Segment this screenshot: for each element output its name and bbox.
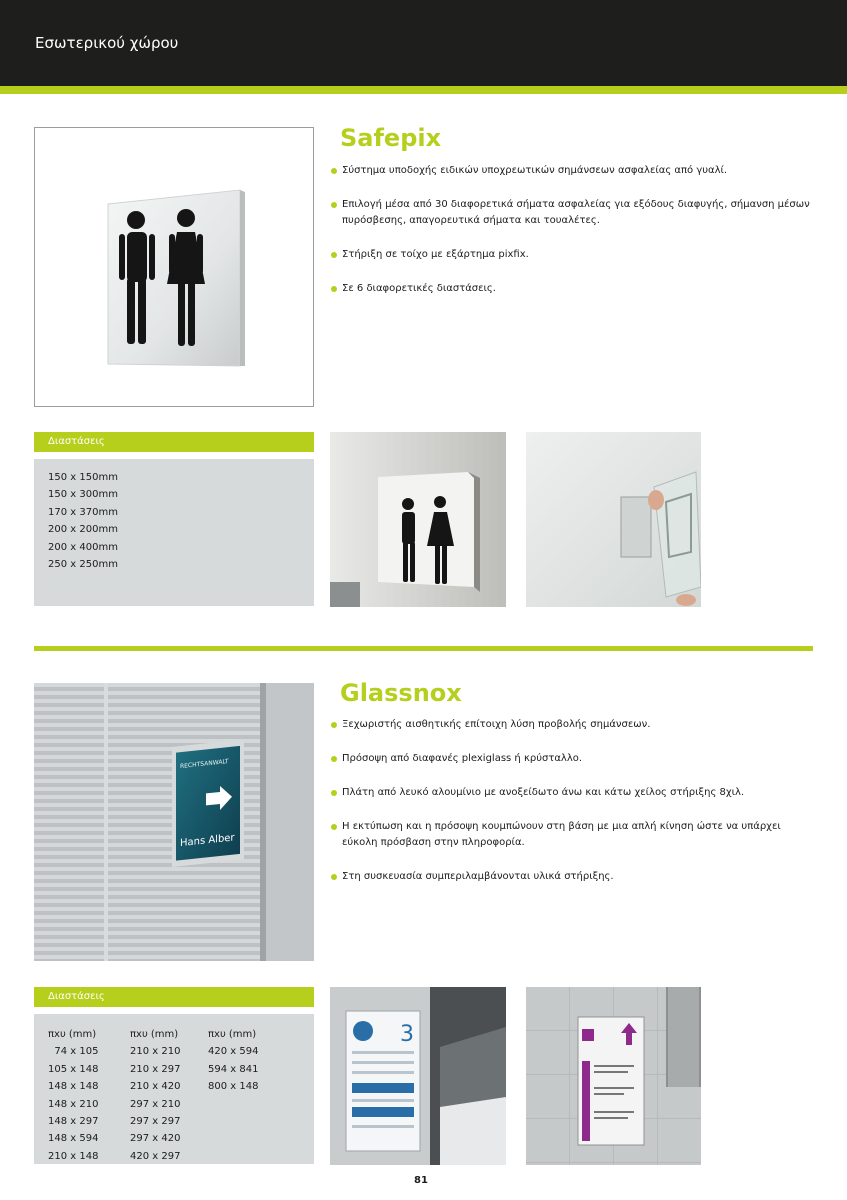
- safepix-title: Safepix: [340, 124, 442, 152]
- page-header: [0, 0, 847, 86]
- header-accent-stripe: [0, 86, 847, 94]
- dimensions-column-header: πxυ (mm): [208, 1029, 257, 1040]
- glassnox-photo-elevator: [526, 987, 701, 1165]
- dimension-item: 200 x 400mm: [48, 541, 118, 553]
- dimension-item: 800 x 148: [208, 1081, 259, 1093]
- safepix-dimensions-list: [48, 469, 118, 573]
- dimensions-column-header: πxυ (mm): [130, 1029, 179, 1040]
- dimensions-column: [208, 1026, 258, 1096]
- page-number: 81: [414, 1175, 428, 1186]
- safepix-main-image: [34, 127, 314, 407]
- dimension-item: 148 x 148: [48, 1081, 99, 1093]
- dimensions-column: [48, 1026, 98, 1165]
- glassnox-dimensions-header: [34, 987, 314, 1007]
- dimension-item: 250 x 250mm: [48, 559, 118, 571]
- glassnox-bullet: Πλάτη από λευκό αλουμίνιο με ανοξείδωτο άνω και κάτω χείλος στήριξης 8χιλ.: [329, 785, 819, 801]
- glassnox-title: Glassnox: [340, 679, 462, 707]
- dimension-item: 150 x 150mm: [48, 472, 118, 483]
- dimension-item: 297 x 420: [130, 1133, 181, 1145]
- safepix-dimensions-header: [34, 432, 314, 452]
- glassnox-bullet: Στη συσκευασία συμπεριλαμβάνονται υλικά στήριξης.: [329, 869, 819, 885]
- dimensions-column: [130, 1026, 180, 1165]
- dimension-item: 594 x 841: [208, 1063, 259, 1075]
- dimension-item: 210 x 148: [48, 1150, 99, 1162]
- glassnox-bullet: Ξεχωριστής αισθητικής επίτοιχη λύση προβολής σημάνσεων.: [329, 717, 819, 733]
- glassnox-bullet: Η εκτύπωση και η πρόσοψη κουμπώνουν στη βάση με μια απλή κίνηση ώστε να υπάρχει εύκολη πρόσβαση στην πληροφορία.: [329, 819, 819, 851]
- dimension-item: 148 x 594: [48, 1133, 99, 1145]
- glassnox-dimensions-panel: [34, 1014, 314, 1164]
- dimension-item: 148 x 297: [48, 1116, 99, 1128]
- glassnox-photo-directory: [330, 987, 506, 1165]
- dimension-item: 200 x 200mm: [48, 524, 118, 536]
- safepix-bullet: Σύστημα υποδοχής ειδικών υποχρεωτικών σημάνσεων ασφαλείας από γυαλί.: [329, 163, 819, 179]
- glassnox-sign-name: Hans Alber: [180, 832, 235, 850]
- safepix-photo-wall-sign: [330, 432, 506, 607]
- glassnox-bullet-list: [329, 717, 819, 885]
- safepix-bullet: Επιλογή μέσα από 30 διαφορετικά σήματα ασφαλείας για εξόδους διαφυγής, σήμανση μέσων πυρόσβεσης, απαγορευτικά σήματα και τουαλέτες.: [329, 197, 819, 229]
- dimension-item: 297 x 210: [130, 1098, 181, 1110]
- dimension-item: 210 x 297: [130, 1063, 181, 1075]
- dimension-item: 420 x 594: [208, 1046, 259, 1058]
- dimension-item: 420 x 297: [130, 1150, 181, 1162]
- dimension-item: 105 x 148: [48, 1063, 99, 1075]
- dimension-item: 74 x 105: [48, 1046, 99, 1058]
- safepix-bullet: Στήριξη σε τοίχο με εξάρτημα pixfix.: [329, 247, 819, 263]
- glassnox-bullet: Πρόσοψη από διαφανές plexiglass ή κρύσταλλο.: [329, 751, 819, 767]
- directory-number: 3: [400, 1022, 414, 1047]
- section-divider: [34, 646, 813, 651]
- dimensions-column-header: πxυ (mm): [48, 1029, 97, 1040]
- dimension-item: 170 x 370mm: [48, 506, 118, 518]
- wc-sign-illustration: [35, 128, 313, 406]
- dimension-item: 148 x 210: [48, 1098, 99, 1110]
- safepix-bullet-list: [329, 163, 819, 297]
- dimension-item: 150 x 300mm: [48, 489, 118, 501]
- header-title: Εσωτερικού χώρου: [35, 34, 179, 52]
- safepix-photo-mounting: [526, 432, 701, 607]
- glassnox-sign-top-text: RECHTSANWALT: [180, 758, 229, 771]
- dimension-item: 297 x 297: [130, 1116, 181, 1128]
- dimensions-label: Διαστάσεις: [48, 991, 105, 1002]
- safepix-dimensions-panel: [34, 459, 314, 606]
- glassnox-main-image: [34, 683, 314, 961]
- dimension-item: 210 x 420: [130, 1081, 181, 1093]
- dimension-item: 210 x 210: [130, 1046, 181, 1058]
- dimensions-label: Διαστάσεις: [48, 436, 105, 447]
- safepix-bullet: Σε 6 διαφορετικές διαστάσεις.: [329, 281, 819, 297]
